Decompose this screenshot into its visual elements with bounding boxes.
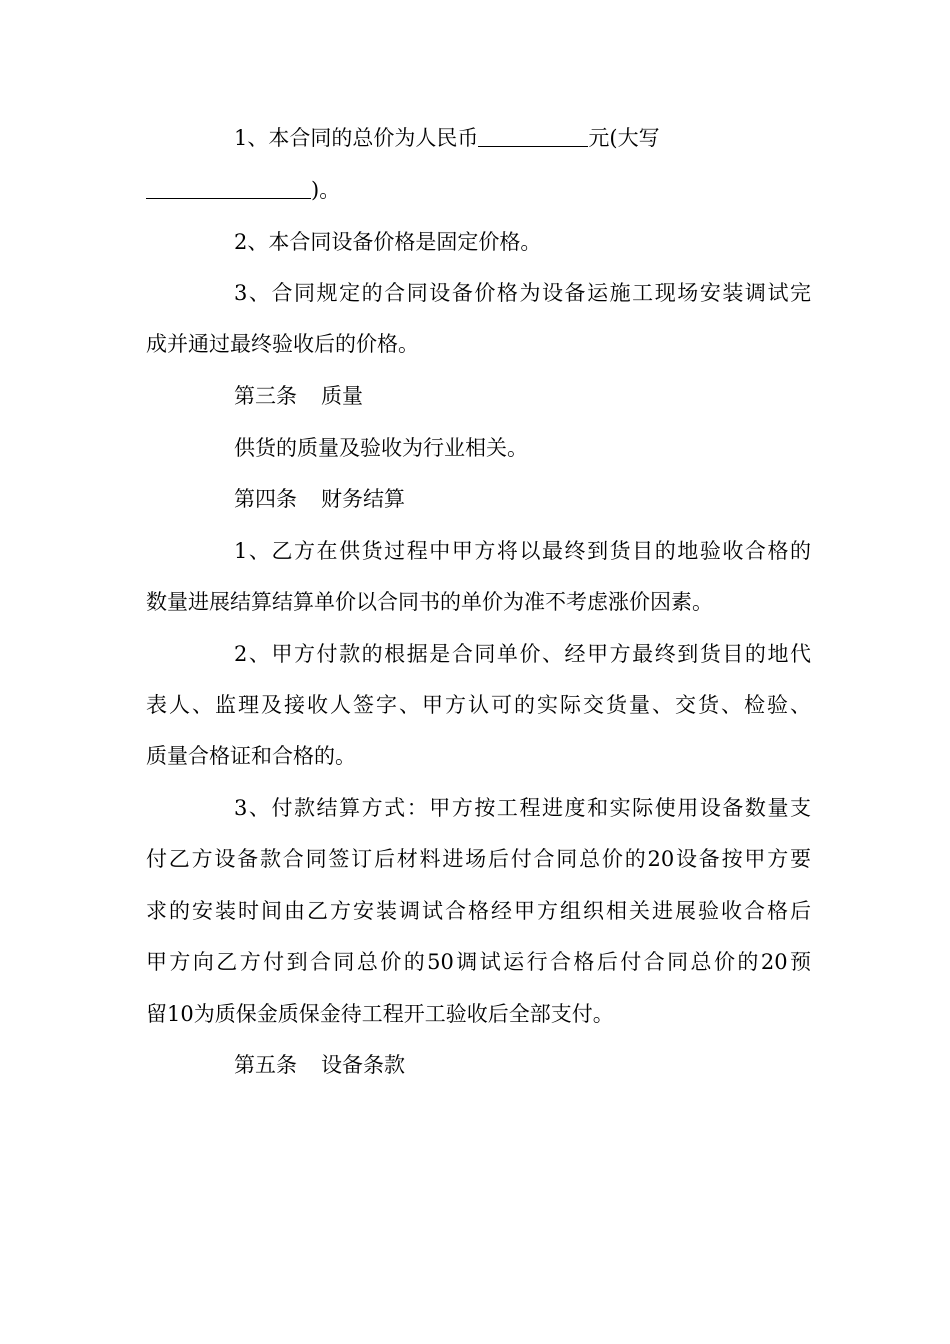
price-clause-3-line-2: 成并通过最终验收后的价格。 — [146, 332, 419, 356]
price-clause-1 — [234, 123, 811, 153]
price-clause-1-close: )。 — [311, 178, 341, 202]
article-5-number: 第五条 — [234, 1053, 297, 1077]
settlement-clause-1-line-2: 数量进展结算结算单价以合同书的单价为准不考虑涨价因素。 — [146, 590, 713, 614]
price-clause-2: 2、本合同设备价格是固定价格。 — [234, 230, 542, 254]
settlement-clause-1-line-1: 1、乙方在供货过程中甲方将以最终到货目的地验收合格的 — [234, 539, 811, 563]
article-5-heading — [234, 1050, 811, 1080]
article-3-number: 第三条 — [234, 384, 297, 408]
article-5-title: 设备条款 — [321, 1053, 405, 1077]
article-4-number: 第四条 — [234, 487, 297, 511]
settlement-clause-3-line-1: 3、付款结算方式：甲方按工程进度和实际使用设备数量支 — [234, 796, 811, 820]
price-clause-1-uppercase-label: 元(大写 — [588, 126, 660, 150]
settlement-clause-2-line-3: 质量合格证和合格的。 — [146, 744, 356, 768]
settlement-clause-2-line-2: 表人、监理及接收人签字、甲方认可的实际交货量、交货、检验、 — [146, 693, 811, 717]
settlement-clause-3-line-3: 求的安装时间由乙方安装调试合格经甲方组织相关进展验收合格后 — [146, 899, 811, 923]
price-clause-3-line-1: 3、合同规定的合同设备价格为设备运施工现场安装调试完 — [234, 281, 811, 305]
settlement-clause-2-line-1: 2、甲方付款的根据是合同单价、经甲方最终到货目的地代 — [234, 642, 811, 666]
article-3-title: 质量 — [321, 384, 363, 408]
article-4-title: 财务结算 — [321, 487, 405, 511]
article-3-body: 供货的质量及验收为行业相关。 — [234, 436, 528, 460]
price-clause-1-continued — [146, 175, 811, 205]
amount-uppercase-blank — [146, 178, 311, 199]
price-clause-1-text: 1、本合同的总价为人民币 — [234, 126, 479, 150]
article-4-heading — [234, 484, 811, 514]
settlement-clause-3-line-2: 付乙方设备款合同签订后材料进场后付合同总价的20设备按甲方要 — [146, 847, 811, 871]
settlement-clause-3-line-4: 甲方向乙方付到合同总价的50调试运行合格后付合同总价的20预 — [146, 950, 811, 974]
amount-blank — [478, 126, 588, 147]
article-3-heading — [234, 381, 811, 411]
settlement-clause-3-line-5: 留10为质保金质保金待工程开工验收后全部支付。 — [146, 1002, 614, 1026]
